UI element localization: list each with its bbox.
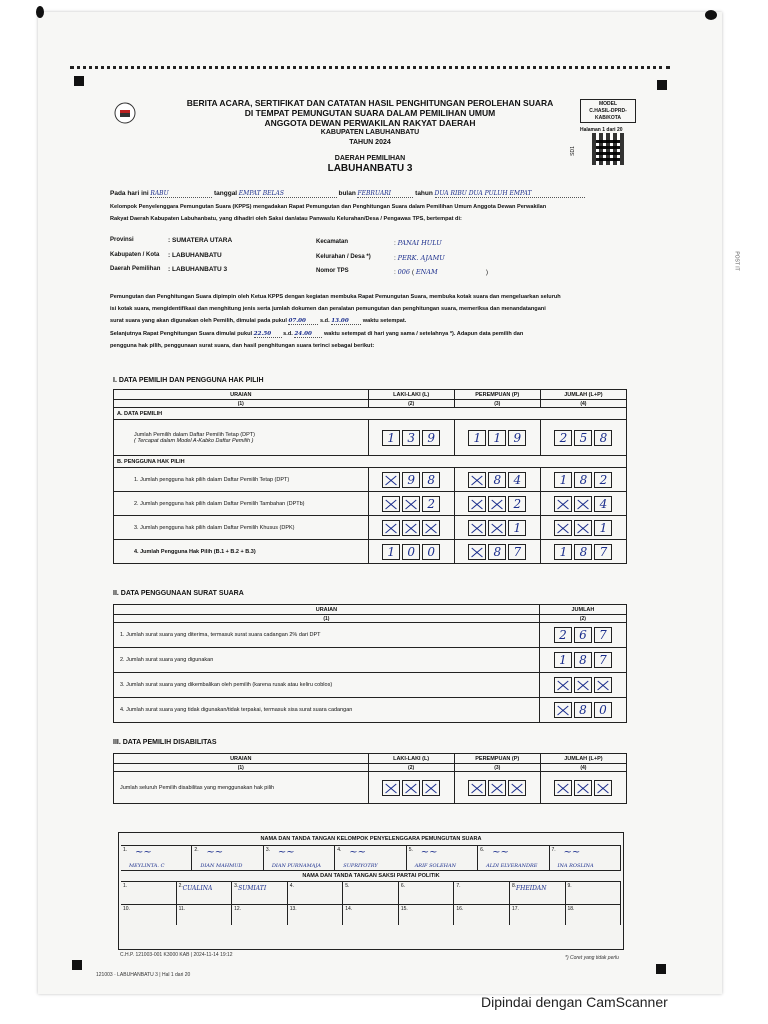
- s1-a-title: A. DATA PEMILIH: [114, 408, 627, 420]
- digit-box: 1: [488, 430, 506, 446]
- dapil-value: LABUHANBATU 3: [327, 163, 413, 174]
- digit-box-group: [458, 430, 537, 446]
- crossed-digit-box: [468, 496, 486, 512]
- digit-box: 1: [554, 544, 572, 560]
- kpps-signature-cell: [264, 846, 335, 870]
- label-tps: Nomor TPS: [316, 268, 349, 274]
- process-line-5: pengguna hak pilih, penggunaan surat suara, dan hasil penghitungan suara terinci sebagai berikut:: [110, 343, 375, 349]
- value-bulan: FEBRUARI: [357, 190, 413, 198]
- digit-box: 1: [554, 652, 572, 668]
- s2-row4-label: 4. Jumlah surat suara yang tidak digunakan/tidak terpakai, termasuk sisa surat suara cadangan: [114, 698, 540, 723]
- digit-box: 0: [594, 702, 612, 718]
- saksi-number: 5.: [345, 883, 350, 889]
- crossed-digit-box: [574, 677, 592, 693]
- s2-col-uraian: URAIAN: [114, 605, 540, 615]
- s2-row3-label: 3. Jumlah surat suara yang dikembalikan oleh pemilih (karena rusak atau keliru coblos): [114, 673, 540, 698]
- s2-row1-v: [539, 623, 626, 648]
- kpps-signature-cell: [335, 846, 406, 870]
- s3-num-2: (2): [368, 764, 454, 772]
- kpps-signature-cell: [192, 846, 263, 870]
- signature-scribble: ~~: [492, 847, 509, 858]
- process-line-3: [110, 318, 406, 325]
- digit-box: 9: [422, 430, 440, 446]
- digit-box-group: [458, 472, 537, 488]
- digit-box: 7: [594, 544, 612, 560]
- form-header: [120, 98, 620, 174]
- s1-dpt-j: [540, 420, 626, 456]
- kpps-name: INA ROSLINA: [557, 863, 594, 869]
- s1-row4-label: 4. Jumlah Pengguna Hak Pilih (B.1 + B.2 + B.3): [114, 540, 369, 564]
- kpps-number: 7.: [551, 847, 556, 853]
- qr-code-pattern: [596, 137, 620, 161]
- s1-row3-l: [368, 516, 454, 540]
- digit-box: 1: [594, 520, 612, 536]
- s2-row4-v: [539, 698, 626, 723]
- s1-row1-l: [368, 468, 454, 492]
- saksi-number: 4.: [289, 883, 294, 889]
- saksi-number: 3.: [234, 883, 239, 889]
- kpps-name: ARIF SOLEHAN: [414, 863, 456, 869]
- process-p4a: Selanjutnya Rapat Penghitungan Suara dimulai pukul: [110, 331, 253, 337]
- saksi-signature-cell: [454, 905, 510, 925]
- crossed-digit-box: [574, 780, 592, 796]
- digit-box-group: [372, 496, 451, 512]
- model-box: [580, 99, 636, 123]
- dotted-perforation: [70, 66, 670, 72]
- digit-box: 1: [382, 544, 400, 560]
- kpps-signature-cell: [550, 846, 621, 870]
- registration-mark-tr: [657, 80, 667, 90]
- value-tps: 006: [397, 268, 411, 276]
- saksi-title: NAMA DAN TANDA TANGAN SAKSI PARTAI POLITIK: [302, 873, 440, 879]
- s1-row3-p: [454, 516, 540, 540]
- digit-box-group: [543, 677, 623, 693]
- post-it-label: POST IT: [733, 251, 740, 271]
- corner-dot-mark: [36, 6, 44, 18]
- section1-title: I. DATA PEMILIH DAN PENGGUNA HAK PILIH: [113, 377, 264, 384]
- value-count-start: 22.50: [254, 331, 282, 338]
- s1-col-perempuan: PEREMPUAN (P): [454, 390, 540, 400]
- crossed-digit-box: [554, 780, 572, 796]
- header-line3: ANGGOTA DEWAN PERWAKILAN RAKYAT DAERAH: [264, 118, 476, 128]
- crossed-digit-box: [594, 780, 612, 796]
- digit-box-group: [458, 520, 537, 536]
- digit-box: 9: [508, 430, 526, 446]
- sd-text: s.d.: [320, 318, 330, 324]
- kpps-title: NAMA DAN TANDA TANGAN KELOMPOK PENYELENGGARA PEMUNGUTAN SUARA: [260, 836, 482, 842]
- digit-box-group: [544, 496, 623, 512]
- s2-num-1: (1): [114, 615, 540, 623]
- digit-box: 5: [574, 430, 592, 446]
- saksi-number: 9.: [567, 883, 572, 889]
- signature-scribble: ~~: [135, 847, 152, 858]
- s1-col-jumlah: JUMLAH (L+P): [540, 390, 626, 400]
- digit-box: 0: [402, 544, 420, 560]
- label-tanggal: tanggal: [214, 190, 238, 197]
- crossed-digit-box: [468, 472, 486, 488]
- crossed-digit-box: [488, 520, 506, 536]
- sd-text-2: s.d.: [283, 331, 293, 337]
- digit-box-group: [544, 520, 623, 536]
- section3-title: III. DATA PEMILIH DISABILITAS: [113, 739, 217, 746]
- crossed-digit-box: [382, 472, 400, 488]
- saksi-number: 16.: [456, 906, 464, 912]
- saksi-signature-cell: [566, 882, 622, 904]
- kpps-name: ALDI ELVERANDRE: [486, 863, 538, 869]
- saksi-number: 12.: [234, 906, 242, 912]
- s2-row1-label: 1. Jumlah surat suara yang diterima, termasuk surat suara cadangan 2% dari DPT: [114, 623, 540, 648]
- s2-row3-v: [539, 673, 626, 698]
- digit-box: 6: [574, 627, 592, 643]
- kpps-name: MEYLINTA. C: [129, 863, 165, 869]
- digit-box: 1: [468, 430, 486, 446]
- saksi-number: 7.: [456, 883, 461, 889]
- saksi-signature-cell: [121, 905, 177, 925]
- s3-num-1: (1): [114, 764, 369, 772]
- digit-box-group: [544, 544, 623, 560]
- digit-box-group: [544, 430, 623, 446]
- kpps-signature-cell: [121, 846, 192, 870]
- saksi-signature-row-2: [121, 904, 621, 925]
- s3-col-uraian: URAIAN: [114, 754, 369, 764]
- crossed-digit-box: [508, 780, 526, 796]
- saksi-signature-cell: [510, 905, 566, 925]
- digit-box-group: [544, 780, 623, 796]
- crossed-digit-box: [382, 520, 400, 536]
- signature-scribble: ~~: [563, 847, 581, 858]
- saksi-number: 11.: [178, 906, 186, 912]
- digit-box-group: [372, 520, 451, 536]
- crossed-digit-box: [554, 520, 572, 536]
- s3-p: [454, 772, 540, 804]
- s1-num-2: (2): [368, 400, 454, 408]
- saksi-signature-cell: [232, 905, 288, 925]
- value-count-end: 24.00: [294, 331, 322, 338]
- crossed-digit-box: [382, 780, 400, 796]
- saksi-signature-cell: [177, 882, 233, 904]
- saksi-number: 15.: [400, 906, 408, 912]
- crossed-digit-box: [422, 780, 440, 796]
- model-line1: MODEL: [598, 101, 618, 107]
- intro-date-row: [110, 190, 585, 198]
- kpps-number: 2.: [194, 847, 199, 853]
- label-tahun: tahun: [415, 190, 433, 197]
- digit-box-group: [543, 652, 623, 668]
- s1-dpt-label: Jumlah Pemilih dalam Daftar Pemilih Tetap (DPT): [134, 431, 255, 438]
- crossed-digit-box: [468, 780, 486, 796]
- kpps-signature-cell: [478, 846, 549, 870]
- digit-box: 2: [422, 496, 440, 512]
- kpps-number: 1.: [123, 847, 128, 853]
- value-dapil: LABUHANBATU 3: [171, 266, 228, 273]
- saksi-signature-cell: [177, 905, 233, 925]
- registration-mark-tl: [74, 76, 84, 86]
- s1-row1-p: [454, 468, 540, 492]
- s3-num-4: (4): [540, 764, 626, 772]
- digit-box: 0: [422, 544, 440, 560]
- saksi-number: 10.: [123, 906, 130, 912]
- section2-table: [113, 604, 627, 723]
- s1-row1-j: [540, 468, 626, 492]
- digit-box-group: [372, 544, 451, 560]
- s1-num-4: (4): [540, 400, 626, 408]
- value-tps-words: ENAM: [415, 268, 438, 276]
- s3-col-perempuan: PEREMPUAN (P): [454, 754, 540, 764]
- page-indicator: Halaman 1 dari 20: [580, 127, 623, 133]
- section1-table: [113, 389, 627, 564]
- coret-note: *) Coret yang tidak perlu: [565, 955, 619, 961]
- crossed-digit-box: [422, 520, 440, 536]
- s1-row1-label: 1. Jumlah pengguna hak pilih dalam Daftar Pemilih Tetap (DPT): [114, 468, 369, 492]
- label-kabupaten: Kabupaten / Kota: [110, 252, 160, 258]
- saksi-number: 6.: [400, 883, 405, 889]
- s1-dpt-sub: ( Tercapat dalam Model A-Kabko Daftar Pemilih ): [134, 437, 254, 444]
- value-start-time: 07.00: [288, 318, 318, 325]
- value-kabupaten: LABUHANBATU: [171, 252, 222, 259]
- digit-box: 8: [422, 472, 440, 488]
- saksi-signature-row-1: [121, 881, 621, 904]
- process-line-2: isi kotak suara, mengidentifikasi dan menghitung jenis serta jumlah dokumen dan peralatan pemungutan dan penghitungan suara, memeriksa dan menandatangani: [110, 306, 546, 312]
- saksi-name: FHEIDAN: [515, 885, 547, 892]
- label-dapil: Daerah Pemilihan: [110, 266, 161, 272]
- value-end-time: 13.00: [331, 318, 361, 325]
- process-p3b: waktu setempat.: [362, 318, 407, 324]
- camscanner-watermark: Dipindai dengan CamScanner: [481, 994, 668, 1010]
- saksi-number: 17.: [511, 906, 519, 912]
- s2-row2-label: 2. Jumlah surat suara yang digunakan: [114, 648, 540, 673]
- saksi-signature-cell: [288, 905, 344, 925]
- digit-box-group: [372, 472, 451, 488]
- crossed-digit-box: [554, 702, 572, 718]
- sd-label: SD1: [569, 146, 576, 156]
- digit-box: 8: [488, 544, 506, 560]
- digit-box: 7: [594, 652, 612, 668]
- s3-j: [540, 772, 626, 804]
- value-hari: RABU: [150, 190, 212, 198]
- signature-scribble: ~~: [349, 847, 367, 858]
- saksi-signature-cell: [288, 882, 344, 904]
- s1-dpt-label-cell: [114, 420, 369, 456]
- kpps-signature-row: [121, 845, 621, 871]
- saksi-signature-cell: [343, 905, 399, 925]
- digit-box: 8: [594, 430, 612, 446]
- saksi-signature-cell: [232, 882, 288, 904]
- label-bulan: bulan: [338, 190, 356, 197]
- s1-col-uraian: URAIAN: [114, 390, 369, 400]
- s1-num-3: (3): [454, 400, 540, 408]
- kpps-name: SUPRIYOTRY: [343, 863, 378, 869]
- saksi-signature-cell: [399, 905, 455, 925]
- kpps-name: DIAN PURNAMAJA: [271, 863, 321, 869]
- s1-row2-j: [540, 492, 626, 516]
- digit-box: 2: [554, 627, 572, 643]
- process-line-1: Pemungutan dan Penghitungan Suara dipimpin oleh Ketua KPPS dengan kegiatan membuka Rapat Pemungutan Suara, membuka kotak suara dan mengeluarkan seluruh: [110, 294, 561, 300]
- header-line1: BERITA ACARA, SERTIFIKAT DAN CATATAN HASIL PENGHITUNGAN PEROLEHAN SUARA: [186, 98, 554, 108]
- s1-b-title: B. PENGGUNA HAK PILIH: [114, 456, 627, 468]
- digit-box: 2: [594, 472, 612, 488]
- s1-row2-p: [454, 492, 540, 516]
- digit-box: 4: [508, 472, 526, 488]
- crossed-digit-box: [554, 677, 572, 693]
- s3-num-3: (3): [454, 764, 540, 772]
- value-kecamatan: PANAI HULU: [397, 239, 442, 247]
- value-tahun: DUA RIBU DUA PULUH EMPAT: [435, 190, 585, 198]
- digit-box: 2: [508, 496, 526, 512]
- label-provinsi: Provinsi: [110, 237, 134, 243]
- digit-box-group: [458, 544, 537, 560]
- saksi-signature-cell: [510, 882, 566, 904]
- s1-row4-j: [540, 540, 626, 564]
- s1-row4-l: [368, 540, 454, 564]
- digit-box-group: [544, 472, 623, 488]
- crossed-digit-box: [382, 496, 400, 512]
- saksi-number: 18.: [567, 906, 575, 912]
- digit-box-group: [543, 702, 623, 718]
- s1-row4-p: [454, 540, 540, 564]
- footer-code-2: 121003 · LABUHANBATU 3 | Hal 1 dari 20: [96, 972, 191, 978]
- corner-dot-mark-right: [705, 10, 717, 20]
- s1-row2-label: 2. Jumlah pengguna hak pilih dalam Daftar Pemilih Tambahan (DPTb): [114, 492, 369, 516]
- s3-l: [368, 772, 454, 804]
- registration-mark-bl: [72, 960, 82, 970]
- s1-num-1: (1): [114, 400, 369, 408]
- section3-table: [113, 753, 627, 804]
- kpps-number: 3.: [265, 847, 271, 853]
- crossed-digit-box: [554, 496, 572, 512]
- digit-box-group: [458, 496, 537, 512]
- digit-box: 4: [594, 496, 612, 512]
- digit-box: 9: [402, 472, 420, 488]
- digit-box: 1: [554, 472, 572, 488]
- crossed-digit-box: [402, 520, 420, 536]
- model-line3: KAB/KOTA: [594, 115, 621, 121]
- s3-col-jumlah: JUMLAH (L+P): [540, 754, 626, 764]
- crossed-digit-box: [594, 677, 612, 693]
- digit-box-group: [372, 430, 451, 446]
- s2-num-2: (2): [539, 615, 626, 623]
- s2-col-jumlah: JUMLAH: [539, 605, 626, 615]
- s1-dpt-p: [454, 420, 540, 456]
- s2-row2-v: [539, 648, 626, 673]
- kpps-number: 6.: [480, 847, 485, 853]
- crossed-digit-box: [574, 496, 592, 512]
- model-line2: C.HASIL-DPRD-: [589, 108, 627, 114]
- label-kelurahan: Kelurahan / Desa *): [316, 254, 371, 260]
- crossed-digit-box: [574, 520, 592, 536]
- header-line4: KABUPATEN LABUHANBATU: [320, 129, 420, 136]
- digit-box: 8: [574, 544, 592, 560]
- section2-title: II. DATA PENGGUNAAN SURAT SUARA: [113, 590, 244, 597]
- saksi-signature-cell: [121, 882, 177, 904]
- intro-paragraph-2: Rakyat Daerah Kabupaten Labuhanbatu, yang dihadiri oleh Saksi dan/atau Panwaslu Kelurahan/Desa / Pengawas TPS, bertempat di:: [110, 216, 462, 222]
- crossed-digit-box: [488, 496, 506, 512]
- saksi-signature-cell: [399, 882, 455, 904]
- signature-scribble: ~~: [420, 847, 438, 858]
- kpps-signature-cell: [407, 846, 478, 870]
- digit-box: 3: [402, 430, 420, 446]
- digit-box: 7: [508, 544, 526, 560]
- label-kecamatan: Kecamatan: [316, 239, 349, 245]
- digit-box-group: [458, 780, 537, 796]
- signature-section: [118, 832, 624, 950]
- saksi-signature-cell: [343, 882, 399, 904]
- label-pada-hari-ini: Pada hari ini: [110, 190, 149, 197]
- digit-box: 1: [508, 520, 526, 536]
- digit-box: 2: [554, 430, 572, 446]
- kpps-number: 5.: [408, 847, 413, 853]
- digit-box-group: [372, 780, 451, 796]
- saksi-number: 14.: [345, 906, 353, 912]
- digit-box: 1: [382, 430, 400, 446]
- crossed-digit-box: [468, 520, 486, 536]
- value-kelurahan: PERK. AJAMU: [397, 254, 445, 262]
- saksi-number: 2.: [178, 883, 183, 889]
- saksi-signature-cell: [566, 905, 622, 925]
- process-line-4: [110, 331, 523, 338]
- kpps-number: 4.: [337, 847, 342, 853]
- signature-scribble: ~~: [206, 847, 224, 858]
- digit-box: 8: [574, 702, 592, 718]
- crossed-digit-box: [402, 496, 420, 512]
- s3-row-label: Jumlah seluruh Pemilih disabilitas yang menggunakan hak pilih: [114, 772, 369, 804]
- saksi-name: SUMIATI: [238, 885, 267, 892]
- s1-row2-l: [368, 492, 454, 516]
- footer-code-1: C.H.P. 121003-001 K3000 KAB | 2024-11-14 19:12: [120, 952, 233, 958]
- s1-row3-j: [540, 516, 626, 540]
- crossed-digit-box: [402, 780, 420, 796]
- digit-box: 7: [594, 627, 612, 643]
- saksi-signature-cell: [454, 882, 510, 904]
- s1-row3-label: 3. Jumlah pengguna hak pilih dalam Daftar Pemilih Khusus (DPK): [114, 516, 369, 540]
- process-p4b: waktu setempat di hari yang sama / setelahnya *). Adapun data pemilih dan: [323, 331, 524, 337]
- s1-col-laki: LAKI-LAKI (L): [368, 390, 454, 400]
- dapil-label: DAERAH PEMILIHAN: [334, 155, 406, 162]
- intro-paragraph-1: Kelompok Penyelenggara Pemungutan Suara (KPPS) mengadakan Rapat Pemungutan dan Penghitungan Suara dalam Pemilihan Umum Anggota Dewan Perwakilan: [110, 204, 547, 210]
- process-p3a: surat suara yang akan digunakan oleh Pemilih, dimulai pada pukul: [110, 318, 287, 324]
- saksi-name: CUALINA: [182, 885, 213, 892]
- digit-box-group: [543, 627, 623, 643]
- digit-box: 8: [488, 472, 506, 488]
- saksi-number: 8.: [511, 883, 517, 889]
- header-line5: TAHUN 2024: [349, 139, 391, 146]
- value-tanggal: EMPAT BELAS: [239, 190, 337, 198]
- signature-scribble: ~~: [277, 847, 295, 858]
- registration-mark-br: [656, 964, 666, 974]
- saksi-number: 1.: [123, 883, 128, 889]
- crossed-digit-box: [468, 544, 486, 560]
- kpps-name: DIAN MAHMUD: [200, 863, 243, 869]
- digit-box: 8: [574, 472, 592, 488]
- value-provinsi: SUMATERA UTARA: [171, 237, 233, 244]
- s1-dpt-l: [368, 420, 454, 456]
- digit-box: 8: [574, 652, 592, 668]
- crossed-digit-box: [488, 780, 506, 796]
- saksi-number: 13.: [289, 906, 297, 912]
- s3-col-laki: LAKI-LAKI (L): [368, 754, 454, 764]
- header-line2: DI TEMPAT PEMUNGUTAN SUARA DALAM PEMILIHAN UMUM: [244, 108, 496, 118]
